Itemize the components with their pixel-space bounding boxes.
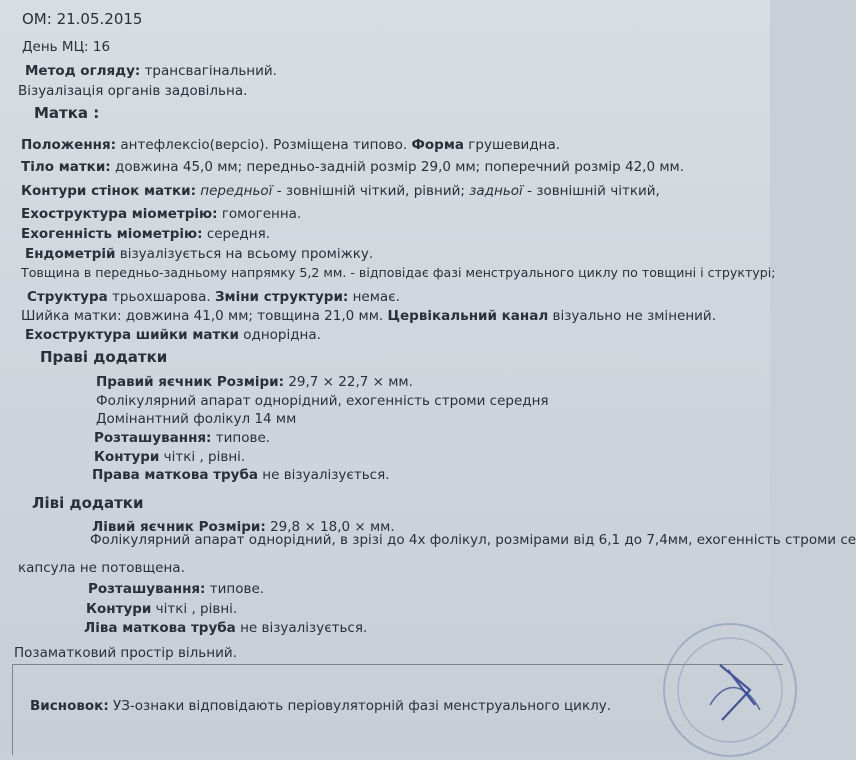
endometrium-value: візуалізується на всьому проміжку. [115,246,374,262]
left-ovary-value: 29,8 × 18,0 × мм. [265,519,395,535]
cervix-line [21,307,716,325]
right-follicular-line: Фолікулярний апарат однорідний, exoгенність строми середня [96,393,549,409]
right-tube-line [92,466,390,484]
right-contours-line [94,448,245,466]
position-label: Положення: [21,137,117,153]
left-ovary-label: Лівий яєчник Розміри: [92,519,266,535]
right-tube-value: не візуалізується. [258,467,390,483]
method-value: трансвагінальний. [140,63,277,79]
uterus-body-line [21,158,684,176]
canal-label: Цервікальний канал [387,308,549,324]
echostructure-label: Ехоструктура міометрію: [21,206,218,222]
contours-mid: - зовнішній чіткий, рівний; [272,183,470,199]
stamp-seal-icon [650,610,800,760]
right-dominant-line: Домінантний фолікул 14 мм [96,411,297,427]
uterus-body-label: Тіло матки: [21,159,111,175]
cervix-echo-line [25,326,321,344]
cervix-value: Шийка матки: довжина 41,0 мм; товщина 21,0 мм. [21,308,388,324]
exam-date: ОМ: 21.05.2015 [22,10,143,28]
method-label: Метод огляду: [25,63,141,79]
form-label: Форма [411,137,464,153]
structure-label: Структура [27,289,108,305]
contours-end: - зовнішній чіткий, [522,183,660,199]
echostructure-value: гомогенна. [217,206,302,222]
echogenicity-line [21,225,270,243]
form-value: грушевидна. [464,137,561,153]
uterus-heading: Матка : [34,104,100,122]
right-ovary-value: 29,7 × 22,7 × мм. [284,374,413,390]
conclusion-label: Висновок: [30,698,109,714]
conclusion-line [30,697,611,715]
echostructure-line [21,205,301,223]
left-tube-label: Ліва маткова труба [84,620,236,636]
left-contours-value: чіткі , рівні. [151,601,238,617]
right-location-label: Розташування: [94,430,212,446]
right-contours-label: Контури [94,449,160,465]
capsule-line: капсула не потовщена. [18,560,185,576]
contours-line [21,182,660,200]
left-location-label: Розташування: [88,581,206,597]
left-appendages-heading: Ліві додатки [32,494,144,512]
uterus-body-value: довжина 45,0 мм; передньо-задній розмір 29,0 мм; поперечний розмір 42,0 мм. [110,159,685,175]
position-value: антефлексіо(версіо). Розміщена типово. [116,137,412,153]
left-tube-value: не візуалізується. [235,620,368,636]
cervix-echo-value: однорідна. [238,327,321,343]
echogenicity-value: середня. [202,226,270,242]
left-tube-line [84,619,367,637]
position-line [21,136,560,154]
echogenicity-label: Exoгенність міометрію: [21,226,203,242]
structure-line [27,288,400,306]
cycle-day: День МЦ: 16 [22,39,111,55]
left-follicular-line: Фолікулярний апарат однорідний, в зрізі до 4х фолікул, розмірами від 6,1 до 7,4мм, exoгенність строми се [90,532,856,548]
contours-back: задньої [469,183,523,199]
changes-value: немає. [348,289,400,305]
changes-label: Зміни структури: [214,289,349,305]
structure-value: трьохшарова. [107,289,215,305]
extrauterine-space-line: Позаматковий простір вільний. [14,645,237,661]
right-location-value: типове. [211,430,271,446]
right-location-line [94,429,270,447]
left-location-value: типове. [205,581,265,597]
right-ovary-line [96,373,413,391]
right-appendages-heading: Праві додатки [40,348,168,366]
conclusion-value: УЗ-ознаки відповідають періовуляторній фазі менструального циклу. [108,698,612,714]
contours-label: Контури стінок матки: [21,183,196,199]
cervix-echo-label: Ехоструктура шийки матки [25,327,239,343]
endometrium-label: Ендометрій [25,246,116,262]
right-ovary-label: Правий яєчник Розміри: [96,374,285,390]
visualization-line: Візуалізація органів задовільна. [18,83,248,99]
method-line [25,62,277,80]
left-location-line [88,580,264,598]
contours-front: передньої [200,183,273,199]
canal-value: візуально не змінений. [548,308,716,324]
endometrium-line [25,245,373,263]
right-contours-value: чіткі , рівні. [159,449,246,465]
left-contours-line [86,600,237,618]
right-tube-label: Права маткова труба [92,467,259,483]
thickness-line: Товщина в передньо-задньому напрямку 5,2 мм. - відповідає фазі менструального циклу по товщині і структурі; [21,265,776,280]
left-contours-label: Контури [86,601,152,617]
